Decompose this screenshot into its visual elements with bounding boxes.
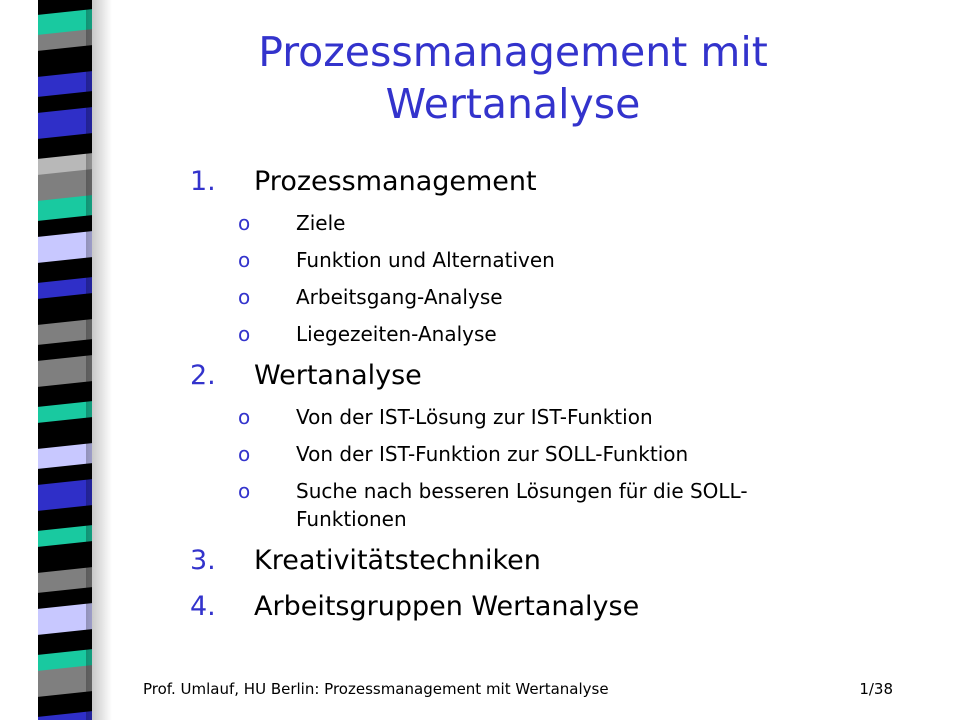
sub-list: [190, 403, 850, 533]
outline-group-2: [190, 357, 850, 533]
sub-item-text: Von der IST-Funktion zur SOLL-Funktion: [296, 442, 689, 466]
bullet: o: [238, 479, 251, 503]
sub-item-text: Funktion und Alternativen: [296, 248, 555, 272]
sub-item: [190, 403, 850, 431]
outline-group-4: [190, 588, 850, 626]
bullet: o: [238, 285, 251, 309]
outline-group-1: [190, 163, 850, 348]
slide-title: Prozessmanagement mit Wertanalyse: [258, 28, 768, 128]
sub-list: [190, 209, 850, 348]
outline-item: [190, 588, 850, 626]
sub-item-text: Liegezeiten-Analyse: [296, 322, 497, 346]
outline-group-3: [190, 542, 850, 580]
item-number: 2.: [190, 360, 216, 391]
page-number: 1/38: [859, 680, 893, 698]
bullet: o: [238, 248, 251, 272]
sub-item: [190, 440, 850, 468]
bullet: o: [238, 322, 251, 346]
item-number: 1.: [190, 166, 216, 197]
sub-item: [190, 246, 850, 274]
outline-item: [190, 163, 850, 201]
item-label: Prozessmanagement: [254, 166, 537, 197]
item-label: Arbeitsgruppen Wertanalyse: [254, 591, 640, 622]
stripe-edge-shadow: [86, 0, 112, 720]
outline-item: [190, 357, 850, 395]
sub-item: [190, 477, 850, 533]
bullet: o: [238, 442, 251, 466]
sub-item-text: Von der IST-Lösung zur IST-Funktion: [296, 405, 653, 429]
outline-list: [190, 163, 850, 626]
sub-item: [190, 283, 850, 311]
bullet: o: [238, 405, 251, 429]
sub-item-text: Ziele: [296, 211, 346, 235]
sub-item-text: Arbeitsgang-Analyse: [296, 285, 503, 309]
item-label: Kreativitätstechniken: [254, 545, 541, 576]
slide-footer: [143, 680, 893, 698]
sub-item: [190, 209, 850, 237]
footer-text: Prof. Umlauf, HU Berlin: Prozessmanagement mit Wertanalyse: [143, 680, 609, 698]
sub-item: [190, 320, 850, 348]
item-number: 3.: [190, 545, 216, 576]
item-label: Wertanalyse: [254, 360, 422, 391]
sub-item-text: Suche nach besseren Lösungen für die SOLL-Funktionen: [296, 479, 748, 531]
item-number: 4.: [190, 591, 216, 622]
bullet: o: [238, 211, 251, 235]
outline-item: [190, 542, 850, 580]
